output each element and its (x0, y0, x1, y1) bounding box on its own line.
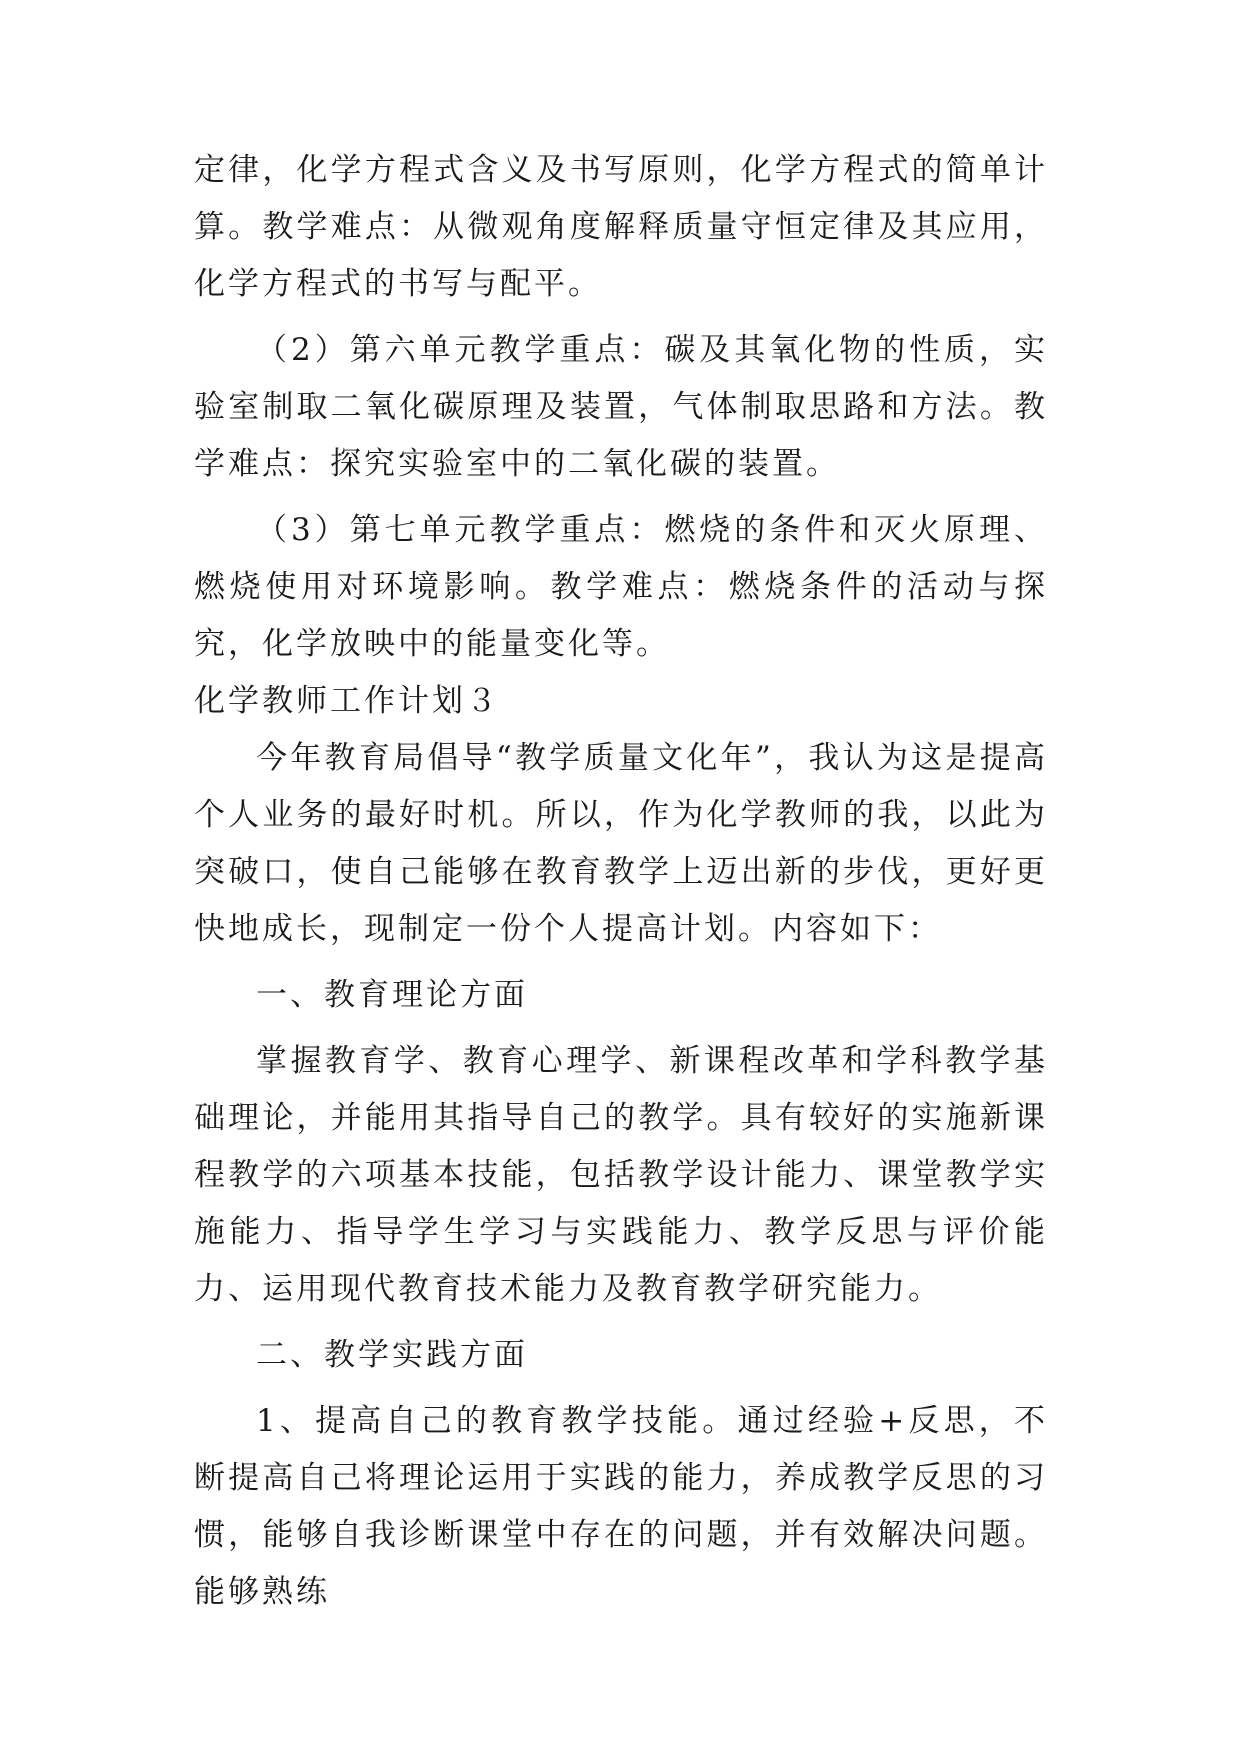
paragraph-unit-seven: （3）第七单元教学重点：燃烧的条件和灭火原理、燃烧使用对环境影响。教学难点：燃烧条件的活动与探究，化学放映中的能量变化等。 (194, 512, 1048, 662)
section-title: 化学教师工作计划３ (194, 683, 500, 719)
paragraph-continuation: 定律，化学方程式含义及书写原则，化学方程式的简单计算。教学难点：从微观角度解释质量守恒定律及其应用，化学方程式的书写与配平。 (194, 152, 1048, 302)
document-body (194, 142, 1048, 1621)
paragraph-theory: 掌握教育学、教育心理学、新课程改革和学科教学基础理论，并能用其指导自己的教学。具有较好的实施新课程教学的六项基本技能，包括教学设计能力、课堂教学实施能力、指导学生学习与实践能力、教学反思与评价能力、运用现代教育技术能力及教育教学研究能力。 (194, 1043, 1048, 1307)
heading-practice: 二、教学实践方面 (256, 1337, 528, 1373)
paragraph-unit-six: （2）第六单元教学重点：碳及其氧化物的性质，实验室制取二氧化碳原理及装置，气体制取思路和方法。教学难点：探究实验室中的二氧化碳的装置。 (194, 332, 1048, 482)
heading-theory: 一、教育理论方面 (256, 977, 528, 1013)
paragraph-intro: 今年教育局倡导“教学质量文化年”，我认为这是提高个人业务的最好时机。所以，作为化学教师的我，以此为突破口，使自己能够在教育教学上迈出新的步伐，更好更快地成长，现制定一份个人提高计划。内容如下： (194, 740, 1048, 947)
paragraph-practice: 1、提高自己的教育教学技能。通过经验+反思，不断提高自己将理论运用于实践的能力，养成教学反思的习惯，能够自我诊断课堂中存在的问题，并有效解决问题。能够熟练 (194, 1403, 1048, 1610)
